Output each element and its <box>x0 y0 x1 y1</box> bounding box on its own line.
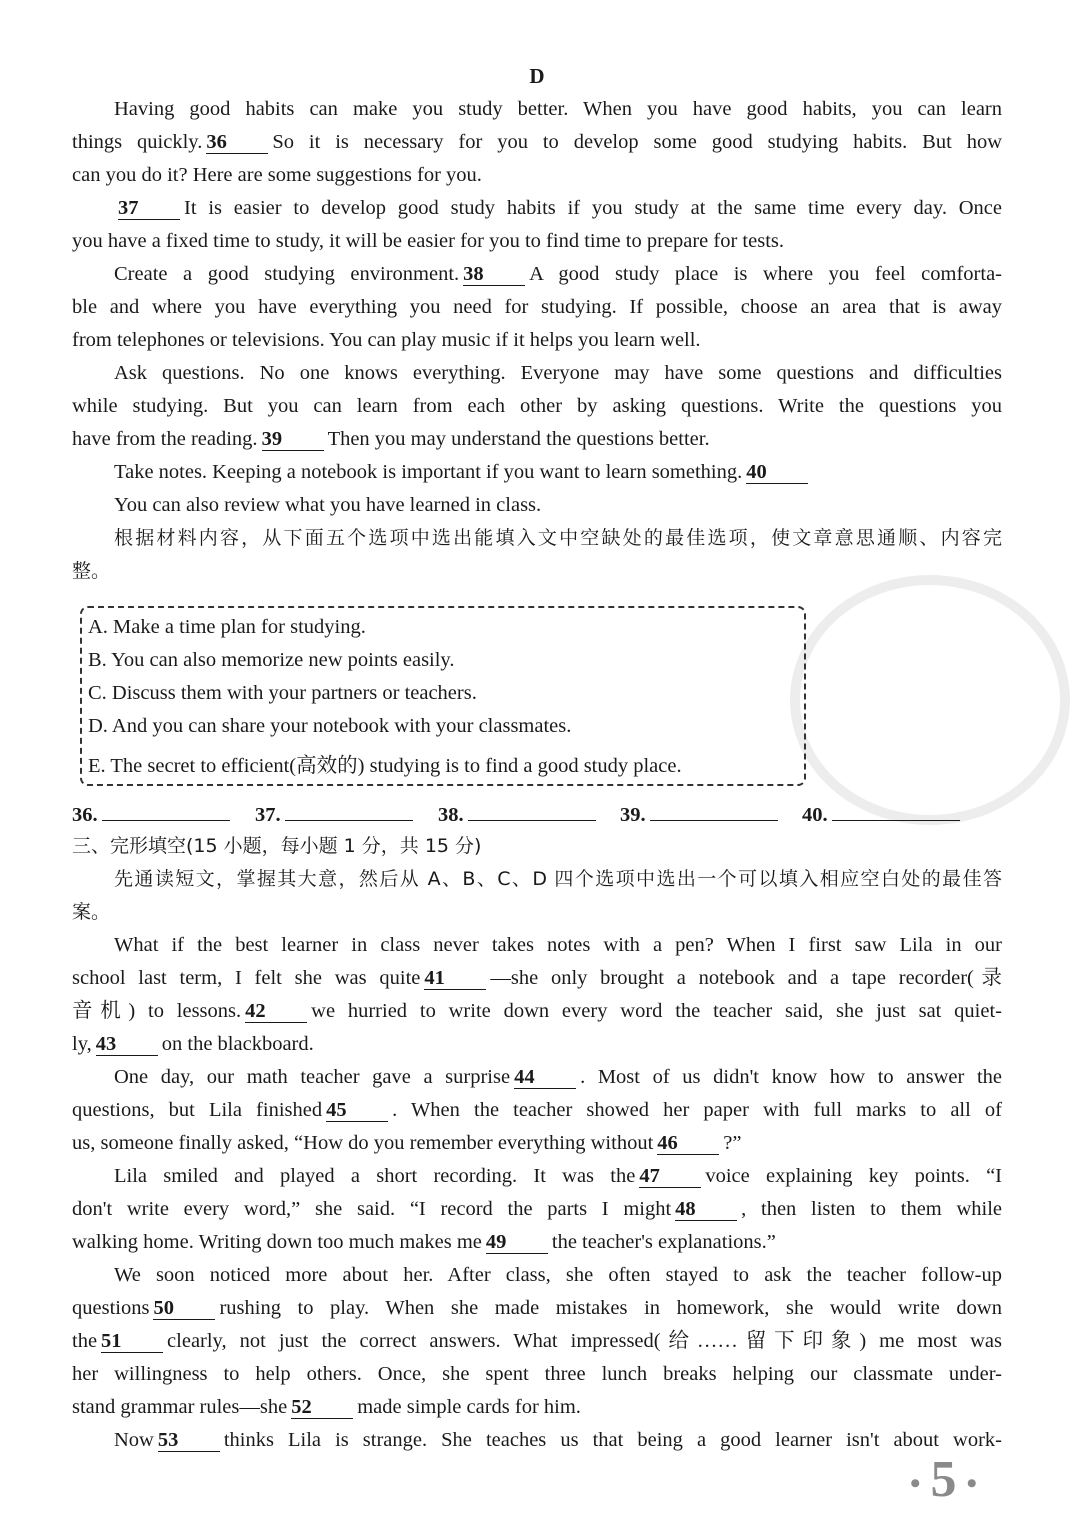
passage-line: you have a fixed time to study, it will be easier for you to find time to prepare for tests. <box>72 230 784 252</box>
passage-line: Take notes. Keeping a notebook is important if you want to learn something. 40 <box>72 456 1002 489</box>
cloze-line: school last term, I felt she was quite 41 —she only brought a notebook and a tape recorder(录 <box>72 967 1002 989</box>
cloze-line: One day, our math teacher gave a surprise 44 . Most of us didn't know how to answer the <box>114 1066 1002 1088</box>
answer-slot-39[interactable]: 39. <box>620 800 778 827</box>
cloze-line: We soon noticed more about her. After class, she often stayed to ask the teacher follow-up <box>114 1264 1002 1286</box>
passage-line: Having good habits can make you study better. When you have good habits, you can learn <box>114 98 1002 120</box>
answer-slot-36[interactable]: 36. <box>72 800 230 827</box>
blank-38: 38 <box>463 263 525 286</box>
cloze-line: us, someone finally asked, “How do you remember everything without 46 ?” <box>72 1132 742 1154</box>
passage-line: while studying. But you can learn from each other by asking questions. Write the questions you <box>72 395 1002 417</box>
cloze-line: the 51 clearly, not just the correct answers. What impressed(给……留下印象) me most was <box>72 1330 1002 1352</box>
cloze-line: Lila smiled and played a short recording. It was the 47 voice explaining key points. “I <box>114 1165 1002 1187</box>
option-c: C. Discuss them with your partners or teachers. <box>88 682 477 704</box>
blank-52: 52 <box>291 1396 353 1419</box>
option-b: B. You can also memorize new points easily. <box>88 649 455 671</box>
option-d: D. And you can share your notebook with your classmates. <box>88 715 572 737</box>
answer-slot-40[interactable]: 40. <box>802 800 960 827</box>
cloze-line: 音机) to lessons. 42 we hurried to write down every word the teacher said, she just sat quiet- <box>72 1000 1002 1022</box>
blank-47: 47 <box>639 1165 701 1188</box>
section-title: 三、完形填空(15 小题，每小题 1 分，共 15 分) <box>72 835 482 857</box>
passage-line: have from the reading. 39 Then you may understand the questions better. <box>72 428 710 450</box>
answer-slot-37[interactable]: 37. <box>255 800 413 827</box>
cloze-section <box>72 830 1002 1457</box>
passage-line: Create a good studying environment. 38 A good study place is where you feel comforta- <box>114 263 1002 285</box>
cloze-line: questions 50 rushing to play. When she made mistakes in homework, she would write down <box>72 1297 1002 1319</box>
option-a: A. Make a time plan for studying. <box>88 616 366 638</box>
blank-50: 50 <box>153 1297 215 1320</box>
page-content <box>72 60 1002 588</box>
blank-45: 45 <box>326 1099 388 1122</box>
passage-line: things quickly. 36 So it is necessary for you to develop some good studying habits. But how <box>72 131 1003 153</box>
cloze-line: don't write every word,” she said. “I record the parts I might 48 , then listen to them while <box>72 1198 1002 1220</box>
blank-48: 48 <box>675 1198 737 1221</box>
passage-line: 37 It is easier to develop good study habits if you study at the same time every day. Once <box>118 197 1002 219</box>
section-letter: D <box>529 64 545 88</box>
blank-40: 40 <box>746 461 808 484</box>
cloze-line: walking home. Writing down too much makes me 49 the teacher's explanations.” <box>72 1231 776 1253</box>
blank-37: 37 <box>118 197 180 220</box>
page-number: • 5 • <box>910 1451 978 1508</box>
blank-41: 41 <box>424 967 486 990</box>
option-e: E. The secret to efficient(高效的) studying is to find a good study place. <box>88 755 682 777</box>
cloze-line: stand grammar rules—she 52 made simple cards for him. <box>72 1396 581 1418</box>
passage-line: ble and where you have everything you need for studying. If possible, choose an area that is away <box>72 296 1002 318</box>
dot-icon: • <box>966 1467 978 1501</box>
instruction-line: 案。 <box>72 901 111 923</box>
passage-line: Ask questions. No one knows everything. Everyone may have some questions and difficulties <box>114 362 1002 384</box>
answer-slot-38[interactable]: 38. <box>438 800 596 827</box>
cloze-line: questions, but Lila finished 45 . When the teacher showed her paper with full marks to all of <box>72 1099 1002 1121</box>
blank-43: 43 <box>96 1033 158 1056</box>
blank-53: 53 <box>158 1429 220 1452</box>
cloze-line: her willingness to help others. Once, she spent three lunch breaks helping our classmate under- <box>72 1363 1002 1385</box>
passage-line: from telephones or televisions. You can play music if it helps you learn well. <box>72 329 701 351</box>
instruction-line: 先通读短文，掌握其大意，然后从 A、B、C、D 四个选项中选出一个可以填入相应空白处的最佳答 <box>114 868 1002 890</box>
blank-49: 49 <box>486 1231 548 1254</box>
blank-36: 36 <box>206 131 268 154</box>
passage-line: You can also review what you have learned in class. <box>114 494 542 516</box>
blank-44: 44 <box>514 1066 576 1089</box>
blank-51: 51 <box>101 1330 163 1353</box>
cloze-line: What if the best learner in class never takes notes with a pen? When I first saw Lila in our <box>114 934 1002 956</box>
blank-42: 42 <box>245 1000 307 1023</box>
blank-46: 46 <box>657 1132 719 1155</box>
cloze-line: ly, 43 on the blackboard. <box>72 1033 314 1055</box>
instruction-line: 整。 <box>72 560 111 582</box>
cloze-line: Now 53 thinks Lila is strange. She teaches us that being a good learner isn't about work- <box>114 1429 1002 1451</box>
passage-line: can you do it? Here are some suggestions for you. <box>72 164 482 186</box>
instruction-line: 根据材料内容，从下面五个选项中选出能填入文中空缺处的最佳选项，使文章意思通顺、内容完 <box>114 527 1002 549</box>
dot-icon: • <box>910 1467 921 1501</box>
blank-39: 39 <box>262 428 324 451</box>
